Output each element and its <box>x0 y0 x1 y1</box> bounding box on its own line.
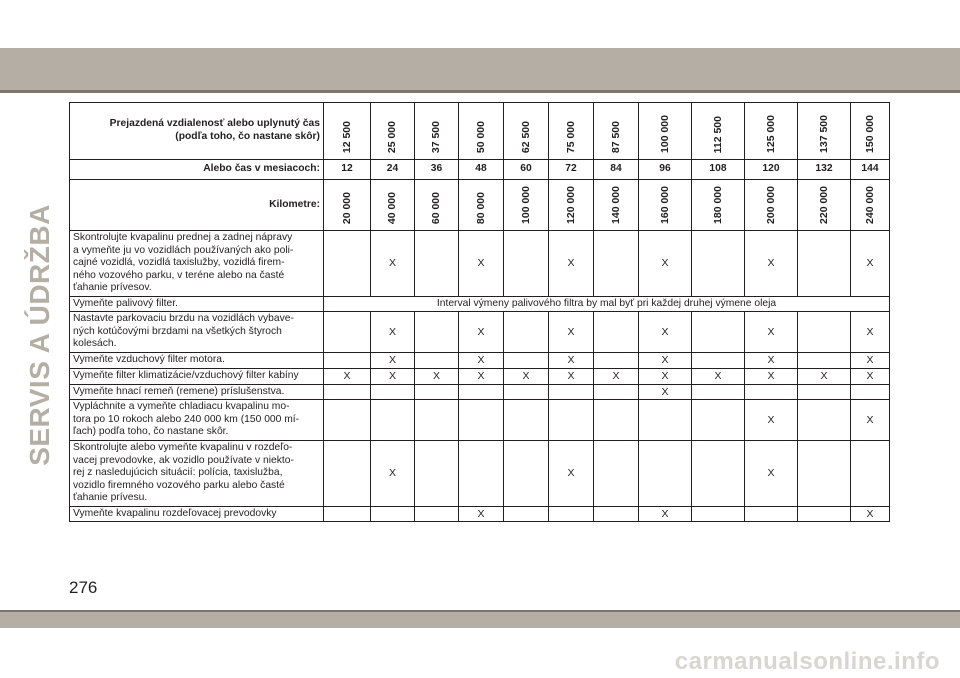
months-cell: 48 <box>459 160 504 180</box>
service-mark-cell: X <box>549 312 594 353</box>
interval-header-cell <box>459 103 504 160</box>
task-line: Vymeňte hnací remeň (remene) príslušenstva. <box>73 385 285 397</box>
service-mark-cell <box>549 400 594 441</box>
service-mark-cell: X <box>639 312 692 353</box>
task-cell <box>70 384 324 400</box>
interval-value: 87 500 <box>609 121 622 154</box>
kilometers-header-cell <box>459 180 504 231</box>
service-mark-cell: X <box>504 368 549 384</box>
service-mark-cell <box>798 440 851 506</box>
interval-value: 50 000 <box>474 121 487 154</box>
service-mark-cell: X <box>692 368 745 384</box>
service-mark-cell: X <box>371 440 415 506</box>
interval-header-cell <box>692 103 745 160</box>
months-cell: 60 <box>504 160 549 180</box>
service-mark-cell: X <box>459 352 504 368</box>
maintenance-schedule-table <box>69 102 890 522</box>
service-mark-cell <box>798 400 851 441</box>
service-mark-cell <box>504 506 549 522</box>
service-mark-cell <box>798 506 851 522</box>
service-mark-cell <box>549 384 594 400</box>
table-row <box>70 368 890 384</box>
service-mark-cell <box>639 440 692 506</box>
interval-value: 37 500 <box>430 121 443 154</box>
service-mark-cell <box>504 231 549 297</box>
months-cell: 72 <box>549 160 594 180</box>
service-mark-cell <box>504 312 549 353</box>
service-mark-cell: X <box>459 312 504 353</box>
service-mark-cell <box>324 440 371 506</box>
interval-header-cell <box>851 103 890 160</box>
service-mark-cell: X <box>324 368 371 384</box>
months-cell: 132 <box>798 160 851 180</box>
service-mark-cell: X <box>639 384 692 400</box>
service-mark-cell <box>371 400 415 441</box>
interval-value: 100 000 <box>658 115 671 154</box>
task-line: kolesách. <box>73 338 117 350</box>
service-mark-cell <box>798 352 851 368</box>
service-mark-cell <box>851 440 890 506</box>
service-mark-cell <box>692 440 745 506</box>
task-line: tora po 10 rokoch alebo 240 000 km (150 000 mí- <box>73 413 300 425</box>
task-line: Vypláchnite a vymeňte chladiacu kvapalinu mo- <box>73 401 290 413</box>
service-mark-cell <box>692 384 745 400</box>
months-cell: 12 <box>324 160 371 180</box>
kilometers-header-cell <box>549 180 594 231</box>
service-mark-cell <box>415 312 459 353</box>
service-mark-cell: X <box>745 231 798 297</box>
service-mark-cell <box>692 352 745 368</box>
kilometers-value: 240 000 <box>863 186 876 225</box>
service-mark-cell: X <box>639 506 692 522</box>
service-mark-cell <box>324 400 371 441</box>
service-mark-cell: X <box>851 312 890 353</box>
table-row <box>70 384 890 400</box>
task-line: ťahanie prívesu. <box>73 492 148 504</box>
task-line: Vymeňte vzduchový filter motora. <box>73 354 225 366</box>
kilometers-header-cell <box>504 180 549 231</box>
kilometers-header-cell <box>692 180 745 231</box>
kilometers-header-cell <box>745 180 798 231</box>
service-mark-cell: X <box>549 231 594 297</box>
kilometers-header-cell <box>798 180 851 231</box>
service-mark-cell <box>692 506 745 522</box>
service-mark-cell <box>459 440 504 506</box>
task-line: ľach) podľa toho, čo nastane skôr. <box>73 426 229 438</box>
service-mark-cell <box>798 384 851 400</box>
header-interval-line-1: Prejazdená vzdialenosť alebo uplynutý čas <box>109 118 320 130</box>
kilometers-value: 160 000 <box>658 186 671 225</box>
service-mark-cell <box>798 312 851 353</box>
service-mark-cell <box>371 506 415 522</box>
interval-note-cell: Interval výmeny palivového filtra by mal byť pri každej druhej výmene oleja <box>324 296 890 312</box>
kilometers-value: 180 000 <box>711 186 724 225</box>
service-mark-cell: X <box>745 352 798 368</box>
kilometers-value: 200 000 <box>764 186 777 225</box>
service-mark-cell <box>594 400 639 441</box>
kilometers-value: 40 000 <box>386 192 399 225</box>
kilometers-header-cell <box>639 180 692 231</box>
service-mark-cell <box>745 384 798 400</box>
service-mark-cell: X <box>415 368 459 384</box>
service-mark-cell <box>415 440 459 506</box>
service-mark-cell: X <box>459 506 504 522</box>
service-mark-cell: X <box>745 400 798 441</box>
service-mark-cell <box>504 352 549 368</box>
task-line: ných kotúčovými brzdami na všetkých štyroch <box>73 325 282 337</box>
service-mark-cell: X <box>745 312 798 353</box>
service-mark-cell <box>504 400 549 441</box>
kilometers-header-cell <box>415 180 459 231</box>
kilometers-value: 100 000 <box>519 186 532 225</box>
task-line: ťahanie prívesov. <box>73 282 152 294</box>
service-mark-cell <box>798 231 851 297</box>
service-mark-cell <box>594 312 639 353</box>
interval-header-cell <box>549 103 594 160</box>
section-side-title <box>23 204 57 466</box>
table-row <box>70 352 890 368</box>
section-side-title-text: SERVIS A ÚDRŽBA <box>24 204 56 466</box>
service-mark-cell: X <box>851 352 890 368</box>
kilometers-value: 220 000 <box>817 186 830 225</box>
service-mark-cell <box>504 384 549 400</box>
service-mark-cell: X <box>851 400 890 441</box>
task-line: Vymeňte kvapalinu rozdeľovacej prevodovky <box>73 507 277 519</box>
interval-header-cell <box>594 103 639 160</box>
service-mark-cell <box>549 506 594 522</box>
service-mark-cell: X <box>371 352 415 368</box>
service-mark-cell: X <box>851 368 890 384</box>
interval-header-cell <box>371 103 415 160</box>
service-mark-cell: X <box>371 368 415 384</box>
kilometers-value: 20 000 <box>340 192 353 225</box>
interval-value: 137 500 <box>817 115 830 154</box>
task-cell <box>70 312 324 353</box>
header-interval-label <box>70 103 324 160</box>
interval-value: 125 000 <box>764 115 777 154</box>
service-mark-cell: X <box>851 506 890 522</box>
interval-value: 112 500 <box>711 116 724 154</box>
service-mark-cell: X <box>745 368 798 384</box>
interval-value: 150 000 <box>863 115 876 154</box>
months-cell: 36 <box>415 160 459 180</box>
service-mark-cell <box>459 384 504 400</box>
task-line: vacej prevodovke, ak vozidlo používate v niekto- <box>73 454 294 466</box>
task-cell <box>70 368 324 384</box>
interval-header-cell <box>745 103 798 160</box>
service-mark-cell <box>692 312 745 353</box>
service-mark-cell <box>504 440 549 506</box>
kilometers-header-cell <box>851 180 890 231</box>
service-mark-cell: X <box>851 231 890 297</box>
interval-value: 62 500 <box>519 121 532 154</box>
service-mark-cell: X <box>459 231 504 297</box>
header-interval-line-2: (podľa toho, čo nastane skôr) <box>175 131 320 142</box>
service-mark-cell <box>594 231 639 297</box>
service-mark-cell <box>745 506 798 522</box>
header-km-label: Kilometre: <box>70 180 324 231</box>
service-mark-cell: X <box>745 440 798 506</box>
months-cell: 84 <box>594 160 639 180</box>
service-mark-cell <box>851 384 890 400</box>
service-mark-cell <box>594 506 639 522</box>
footer-band <box>0 612 960 628</box>
watermark-text: carmanualsonline.info <box>674 648 940 675</box>
service-mark-cell <box>692 231 745 297</box>
task-line: Vymeňte palivový filter. <box>73 297 178 309</box>
table-row <box>70 231 890 297</box>
table-row <box>70 440 890 506</box>
interval-value: 75 000 <box>564 121 577 154</box>
table-body <box>70 103 890 522</box>
task-cell <box>70 352 324 368</box>
service-mark-cell <box>415 384 459 400</box>
kilometers-header-cell <box>371 180 415 231</box>
header-months-label: Alebo čas v mesiacoch: <box>70 160 324 180</box>
months-cell: 144 <box>851 160 890 180</box>
service-mark-cell <box>639 400 692 441</box>
service-mark-cell <box>459 400 504 441</box>
kilometers-value: 140 000 <box>609 186 622 225</box>
service-mark-cell: X <box>371 312 415 353</box>
service-mark-cell: X <box>549 368 594 384</box>
task-line: ného vozového parku, v teréne alebo na časté <box>73 269 285 281</box>
interval-value: 25 000 <box>386 121 399 154</box>
service-mark-cell <box>324 352 371 368</box>
service-mark-cell: X <box>549 440 594 506</box>
service-mark-cell <box>415 352 459 368</box>
header-band <box>0 48 960 90</box>
header-row-kilometers <box>70 180 890 231</box>
interval-header-cell <box>798 103 851 160</box>
kilometers-value: 80 000 <box>474 192 487 225</box>
service-mark-cell: X <box>639 352 692 368</box>
task-line: rej z nasledujúcich situácií: polícia, taxislužba, <box>73 467 283 479</box>
task-cell <box>70 296 324 312</box>
task-line: Vymeňte filter klimatizácie/vzduchový filter kabíny <box>73 369 299 381</box>
service-mark-cell: X <box>549 352 594 368</box>
header-row-months <box>70 160 890 180</box>
months-cell: 96 <box>639 160 692 180</box>
service-mark-cell <box>594 352 639 368</box>
service-mark-cell <box>415 231 459 297</box>
task-line: cajné vozidlá, vozidlá taxislužby, vozidlá firem- <box>73 257 285 269</box>
service-mark-cell <box>324 506 371 522</box>
table-row <box>70 506 890 522</box>
interval-header-cell <box>324 103 371 160</box>
interval-value: 12 500 <box>340 121 353 154</box>
kilometers-header-cell <box>594 180 639 231</box>
task-line: Skontrolujte kvapalinu prednej a zadnej nápravy <box>73 232 293 243</box>
months-cell: 24 <box>371 160 415 180</box>
task-cell <box>70 400 324 441</box>
kilometers-header-cell <box>324 180 371 231</box>
service-mark-cell: X <box>639 368 692 384</box>
service-mark-cell <box>692 400 745 441</box>
interval-header-cell <box>504 103 549 160</box>
table-row <box>70 296 890 312</box>
service-mark-cell: X <box>459 368 504 384</box>
service-mark-cell <box>594 440 639 506</box>
kilometers-value: 120 000 <box>564 186 577 225</box>
service-mark-cell <box>415 400 459 441</box>
task-line: vozidlo firemného vozového parku alebo časté <box>73 479 285 491</box>
task-line: a vymeňte ju vo vozidlách používaných ako poli- <box>73 244 294 256</box>
task-line: Skontrolujte alebo vymeňte kvapalinu v rozdeľo- <box>73 441 293 453</box>
interval-header-cell <box>415 103 459 160</box>
task-cell <box>70 506 324 522</box>
service-mark-cell <box>324 384 371 400</box>
service-mark-cell <box>324 231 371 297</box>
task-cell <box>70 231 324 297</box>
page-number: 276 <box>69 578 98 597</box>
months-cell: 120 <box>745 160 798 180</box>
service-mark-cell: X <box>639 231 692 297</box>
service-mark-cell: X <box>371 231 415 297</box>
table-row <box>70 400 890 441</box>
service-mark-cell <box>371 384 415 400</box>
table-row <box>70 312 890 353</box>
task-cell <box>70 440 324 506</box>
header-rule <box>0 90 960 93</box>
header-row-intervals <box>70 103 890 160</box>
kilometers-value: 60 000 <box>430 192 443 225</box>
interval-header-cell <box>639 103 692 160</box>
service-mark-cell <box>415 506 459 522</box>
service-mark-cell: X <box>798 368 851 384</box>
task-line: Nastavte parkovaciu brzdu na vozidlách vybave- <box>73 313 294 325</box>
service-mark-cell <box>324 312 371 353</box>
service-mark-cell: X <box>594 368 639 384</box>
months-cell: 108 <box>692 160 745 180</box>
service-mark-cell <box>594 384 639 400</box>
